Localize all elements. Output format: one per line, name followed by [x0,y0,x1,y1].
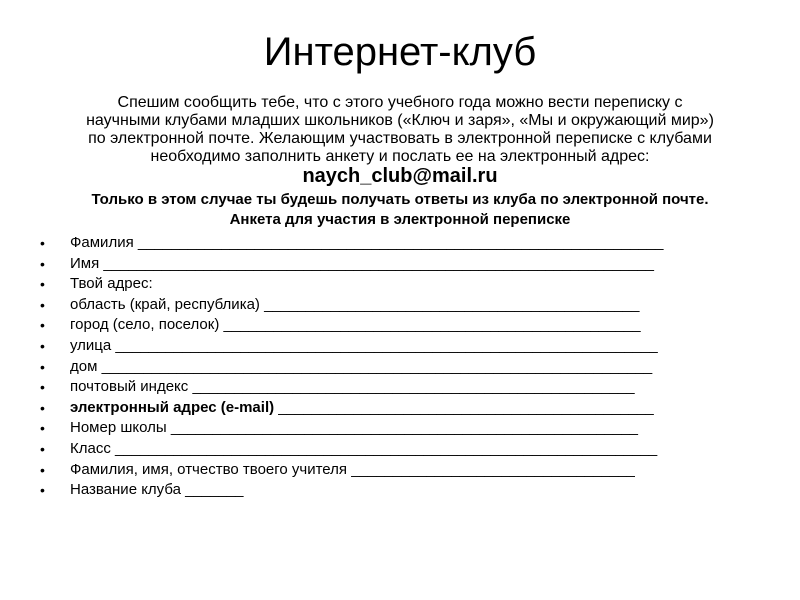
bullet-icon: • [40,379,45,396]
form-field-city [0,315,800,336]
field-label: Номер школы [70,419,167,437]
field-label: Имя [70,254,100,272]
bullet-icon: • [40,255,45,272]
bullet-icon: • [40,399,45,416]
field-blank: _______ [185,481,244,499]
form-field-street [0,336,800,357]
field-blank: __________________________________________________________________ [103,254,654,272]
form-field-address-heading [0,274,800,295]
email-address: naych_club@mail.ru [302,165,498,187]
bullet-icon: • [40,276,45,293]
bullet-icon: • [40,440,45,457]
form-field-club-name [0,480,800,501]
field-label: Твой адрес: [70,275,153,293]
bullet-icon: • [40,317,45,334]
form-field-surname [0,233,800,254]
form-field-teacher-name [0,460,800,481]
field-label: область (край, республика) [70,295,260,313]
form-title: Анкета для участия в электронной переписке [229,211,571,228]
bullet-icon: • [40,358,45,375]
intro-line: по электронной почте. Желающим участвовать в электронной переписке с клубами [88,130,712,147]
field-label: почтовый индекс [70,378,189,396]
field-label: дом [70,357,98,375]
intro-line: Спешим сообщить тебе, что с этого учебного года можно вести переписку с [117,94,683,111]
form-field-postcode [0,377,800,398]
field-label: улица [70,336,112,354]
field-blank: ________________________________________________________ [170,419,638,437]
form-fields-list [0,233,800,501]
bullet-icon: • [40,235,45,251]
slide-title: Интернет-клуб [263,30,537,74]
form-field-email [0,398,800,419]
field-blank: _________________________________________________________________ [115,439,658,457]
bullet-icon: • [40,482,45,499]
form-field-grade [0,439,800,460]
form-field-house [0,357,800,378]
field-blank: _______________________________________________________________ [137,234,664,251]
intro-line: необходимо заполнить анкету и послать ее на электронный адрес: [150,148,650,165]
bullet-icon: • [40,296,45,313]
form-field-region [0,295,800,316]
bullet-icon: • [40,337,45,354]
field-label: Класс [70,439,111,457]
field-blank: _________________________________________________________________ [115,336,658,354]
bullet-icon: • [40,461,45,478]
bullet-icon: • [40,420,45,437]
field-blank: _____________________________________________ [264,295,640,313]
field-label: электронный адрес (e-mail) [70,398,275,416]
field-blank: _____________________________________________________ [192,378,635,396]
field-blank: __________________________________________________ [223,316,641,334]
field-label: город (село, поселок) [70,316,220,334]
intro-line: научными клубами младших школьников («Ключ и заря», «Мы и окружающий мир») [86,112,714,129]
intro-paragraph [40,94,760,166]
field-label: Фамилия [70,234,134,251]
form-field-name [0,254,800,275]
field-blank: __________________________________ [351,460,635,478]
field-label: Название клуба [70,481,181,499]
field-label: Фамилия, имя, отчество твоего учителя [70,460,348,478]
only-note: Только в этом случае ты будешь получать ответы из клуба по электронной почте. [91,191,709,208]
form-field-school-number [0,418,800,439]
field-blank: _____________________________________________ [278,398,654,416]
field-blank: __________________________________________________________________ [101,357,653,375]
